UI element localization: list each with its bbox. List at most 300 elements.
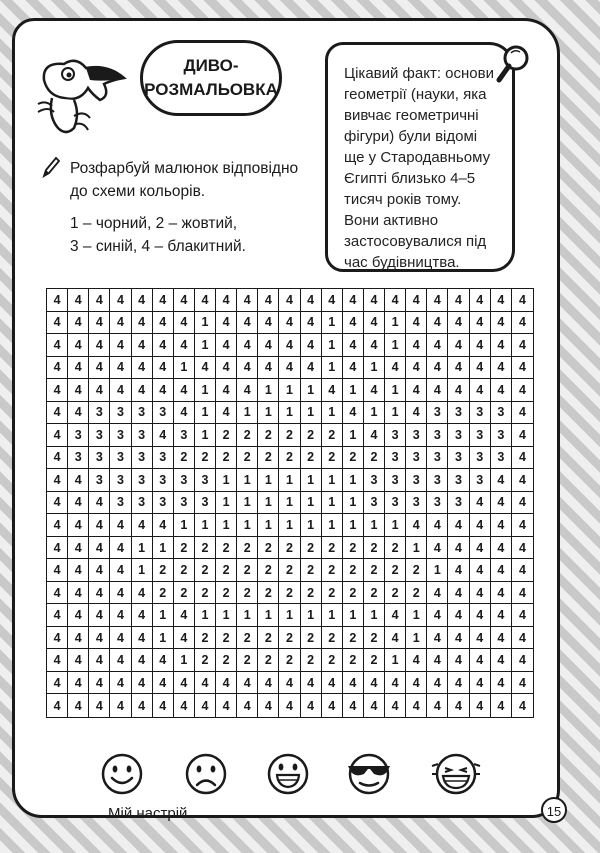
grid-cell: 2	[258, 627, 279, 650]
grid-cell: 4	[512, 402, 533, 425]
grid-cell: 2	[301, 582, 322, 605]
grid-cell: 4	[491, 694, 512, 717]
grid-cell: 4	[491, 649, 512, 672]
grid-cell: 4	[512, 289, 533, 312]
grid-cell: 1	[153, 604, 174, 627]
grid-cell: 1	[153, 627, 174, 650]
grid-cell: 4	[385, 289, 406, 312]
grid-cell: 4	[153, 312, 174, 335]
grid-cell: 4	[258, 694, 279, 717]
grid-cell: 2	[216, 424, 237, 447]
grid-cell: 3	[406, 447, 427, 470]
grid-cell: 4	[237, 379, 258, 402]
grid-cell: 4	[322, 694, 343, 717]
grid-cell: 4	[470, 672, 491, 695]
grid-cell: 2	[237, 447, 258, 470]
grid-cell: 3	[427, 469, 448, 492]
grid-cell: 4	[385, 627, 406, 650]
grid-cell: 2	[258, 649, 279, 672]
mood-label: Мій настрій	[108, 805, 188, 822]
grid-cell: 4	[406, 379, 427, 402]
laughing-face-icon[interactable]	[430, 752, 482, 796]
grid-cell: 4	[385, 694, 406, 717]
grid-cell: 3	[385, 492, 406, 515]
grid-cell: 3	[448, 447, 469, 470]
grid-cell: 4	[491, 357, 512, 380]
grid-cell: 4	[47, 402, 68, 425]
grid-cell: 2	[174, 537, 195, 560]
grid-cell: 3	[89, 469, 110, 492]
grid-cell: 4	[89, 379, 110, 402]
grid-cell: 4	[448, 604, 469, 627]
grid-cell: 3	[406, 469, 427, 492]
grid-cell: 4	[491, 492, 512, 515]
grid-cell: 4	[68, 582, 89, 605]
grid-cell: 4	[47, 379, 68, 402]
grid-cell: 4	[491, 627, 512, 650]
grid-cell: 1	[195, 402, 216, 425]
grid-cell: 4	[132, 694, 153, 717]
grid-cell: 2	[364, 627, 385, 650]
grid-cell: 4	[68, 492, 89, 515]
grid-cell: 1	[174, 649, 195, 672]
grin-icon[interactable]	[266, 752, 310, 796]
grid-cell: 2	[301, 447, 322, 470]
grid-cell: 2	[343, 649, 364, 672]
grid-cell: 2	[364, 649, 385, 672]
grid-cell: 4	[406, 357, 427, 380]
grid-cell: 4	[448, 559, 469, 582]
grid-cell: 4	[448, 582, 469, 605]
grid-cell: 4	[448, 694, 469, 717]
grid-cell: 4	[132, 379, 153, 402]
grid-cell: 4	[110, 312, 131, 335]
grid-cell: 2	[237, 537, 258, 560]
grid-cell: 3	[364, 469, 385, 492]
grid-cell: 3	[153, 492, 174, 515]
grid-cell: 4	[237, 312, 258, 335]
grid-cell: 4	[448, 289, 469, 312]
grid-cell: 4	[448, 627, 469, 650]
grid-cell: 2	[322, 582, 343, 605]
grid-cell: 1	[364, 604, 385, 627]
grid-cell: 2	[237, 559, 258, 582]
grid-cell: 1	[406, 537, 427, 560]
smile-icon[interactable]	[100, 752, 144, 796]
grid-cell: 4	[470, 604, 491, 627]
grid-cell: 3	[385, 447, 406, 470]
grid-cell: 4	[47, 514, 68, 537]
grid-cell: 4	[301, 357, 322, 380]
toucan-mascot-icon	[34, 50, 130, 140]
grid-cell: 4	[174, 627, 195, 650]
grid-cell: 4	[216, 379, 237, 402]
grid-cell: 4	[364, 289, 385, 312]
grid-cell: 4	[491, 514, 512, 537]
instruction-text: Розфарбуй малюнок відповідно до схеми кольорів.	[70, 160, 299, 200]
grid-cell: 1	[237, 492, 258, 515]
grid-cell: 3	[195, 492, 216, 515]
grid-cell: 1	[195, 334, 216, 357]
grid-cell: 4	[427, 604, 448, 627]
grid-cell: 3	[153, 469, 174, 492]
grid-cell: 4	[448, 537, 469, 560]
sunglasses-face-icon[interactable]	[344, 752, 394, 796]
grid-cell: 3	[448, 469, 469, 492]
grid-cell: 4	[47, 424, 68, 447]
grid-cell: 3	[110, 424, 131, 447]
grid-cell: 4	[427, 582, 448, 605]
fact-box	[325, 42, 515, 272]
grid-cell: 4	[47, 604, 68, 627]
grid-cell: 2	[279, 559, 300, 582]
grid-cell: 1	[364, 357, 385, 380]
grid-cell: 4	[406, 289, 427, 312]
grid-cell: 4	[448, 379, 469, 402]
grid-cell: 3	[470, 424, 491, 447]
grid-cell: 4	[216, 402, 237, 425]
grid-cell: 4	[427, 289, 448, 312]
grid-cell: 4	[110, 582, 131, 605]
grid-cell: 4	[68, 537, 89, 560]
grid-cell: 2	[216, 649, 237, 672]
grid-cell: 4	[110, 604, 131, 627]
magnifier-icon	[496, 44, 532, 84]
grid-cell: 4	[153, 357, 174, 380]
grid-cell: 2	[279, 649, 300, 672]
grid-cell: 4	[364, 694, 385, 717]
grid-cell: 4	[47, 582, 68, 605]
grid-cell: 1	[322, 334, 343, 357]
grid-cell: 1	[195, 379, 216, 402]
grid-cell: 4	[512, 492, 533, 515]
grid-cell: 4	[132, 604, 153, 627]
grid-cell: 4	[174, 604, 195, 627]
grid-cell: 4	[89, 604, 110, 627]
grid-cell: 4	[68, 627, 89, 650]
grid-cell: 1	[237, 514, 258, 537]
grid-cell: 4	[301, 672, 322, 695]
grid-cell: 1	[427, 559, 448, 582]
grid-cell: 4	[47, 469, 68, 492]
grid-cell: 1	[406, 627, 427, 650]
grid-cell: 1	[322, 402, 343, 425]
grid-cell: 4	[491, 537, 512, 560]
grid-cell: 2	[195, 649, 216, 672]
page-number: 15	[541, 797, 567, 823]
grid-cell: 1	[301, 469, 322, 492]
grid-cell: 2	[216, 627, 237, 650]
grid-cell: 1	[132, 559, 153, 582]
grid-cell: 4	[47, 357, 68, 380]
grid-cell: 4	[132, 312, 153, 335]
grid-cell: 4	[491, 334, 512, 357]
grid-cell: 4	[470, 357, 491, 380]
grid-cell: 4	[68, 379, 89, 402]
grid-cell: 4	[427, 334, 448, 357]
grid-cell: 1	[237, 604, 258, 627]
grid-cell: 1	[258, 402, 279, 425]
grid-cell: 2	[406, 582, 427, 605]
grid-cell: 2	[237, 627, 258, 650]
grid-cell: 3	[110, 447, 131, 470]
grid-cell: 1	[195, 604, 216, 627]
grid-cell: 1	[343, 469, 364, 492]
grid-cell: 1	[174, 357, 195, 380]
grid-cell: 4	[512, 537, 533, 560]
grid-cell: 4	[68, 514, 89, 537]
grid-cell: 1	[195, 424, 216, 447]
title-line-2: РОЗМАЛЬОВКА	[144, 80, 278, 99]
grid-cell: 2	[258, 537, 279, 560]
grid-cell: 4	[110, 649, 131, 672]
grid-cell: 3	[153, 402, 174, 425]
fact-text: Цікавий факт: основи геометрії (науки, яка вивчає геометричні фігури) були відомі ще у Стародавньому Єгипті близько 4–5 тисяч років тому. Вони активно застосовувалися під час будівництва.	[344, 65, 494, 271]
grid-cell: 3	[364, 492, 385, 515]
grid-cell: 4	[448, 514, 469, 537]
grid-cell: 1	[301, 379, 322, 402]
grid-cell: 4	[491, 672, 512, 695]
grid-cell: 1	[258, 469, 279, 492]
grid-cell: 2	[385, 559, 406, 582]
grid-cell: 4	[385, 672, 406, 695]
grid-cell: 4	[427, 627, 448, 650]
grid-cell: 3	[448, 402, 469, 425]
grid-cell: 4	[343, 402, 364, 425]
grid-cell: 4	[110, 672, 131, 695]
grid-cell: 4	[491, 559, 512, 582]
grid-cell: 2	[174, 559, 195, 582]
grid-cell: 2	[153, 559, 174, 582]
grid-cell: 4	[153, 672, 174, 695]
grid-cell: 4	[110, 694, 131, 717]
grid-cell: 1	[237, 469, 258, 492]
grid-cell: 4	[237, 334, 258, 357]
grid-cell: 4	[406, 649, 427, 672]
color-legend-2: 3 – синій, 4 – блакитний.	[70, 238, 246, 255]
grid-cell: 3	[132, 402, 153, 425]
grid-cell: 4	[385, 604, 406, 627]
grid-cell: 4	[470, 582, 491, 605]
grid-cell: 4	[89, 312, 110, 335]
grid-cell: 4	[427, 357, 448, 380]
grid-cell: 2	[216, 447, 237, 470]
grid-cell: 2	[364, 447, 385, 470]
grid-cell: 4	[512, 559, 533, 582]
grid-cell: 2	[279, 582, 300, 605]
grid-cell: 1	[237, 402, 258, 425]
grid-cell: 4	[110, 559, 131, 582]
grid-cell: 4	[427, 379, 448, 402]
grid-cell: 2	[343, 537, 364, 560]
grid-cell: 1	[258, 492, 279, 515]
grid-cell: 2	[301, 559, 322, 582]
grid-cell: 3	[470, 447, 491, 470]
grid-cell: 3	[110, 402, 131, 425]
grid-cell: 3	[89, 447, 110, 470]
grid-cell: 2	[301, 537, 322, 560]
grid-cell: 2	[237, 582, 258, 605]
grid-cell: 4	[512, 469, 533, 492]
grid-cell: 4	[47, 627, 68, 650]
grid-cell: 1	[343, 379, 364, 402]
grid-cell: 1	[301, 402, 322, 425]
grid-cell: 4	[216, 357, 237, 380]
grid-cell: 4	[343, 694, 364, 717]
grid-cell: 4	[364, 312, 385, 335]
grid-cell: 4	[216, 312, 237, 335]
grid-cell: 2	[258, 559, 279, 582]
grid-cell: 3	[68, 447, 89, 470]
grid-cell: 1	[322, 312, 343, 335]
grid-cell: 2	[343, 447, 364, 470]
grid-cell: 4	[406, 312, 427, 335]
grid-cell: 4	[406, 514, 427, 537]
grid-cell: 1	[301, 492, 322, 515]
grid-cell: 1	[279, 492, 300, 515]
grid-cell: 4	[237, 289, 258, 312]
grid-cell: 3	[195, 469, 216, 492]
grid-cell: 4	[47, 312, 68, 335]
grid-cell: 4	[427, 312, 448, 335]
grid-cell: 3	[174, 469, 195, 492]
grid-cell: 4	[68, 694, 89, 717]
grid-cell: 4	[279, 334, 300, 357]
grid-cell: 4	[322, 672, 343, 695]
color-legend-1: 1 – чорний, 2 – жовтий,	[70, 215, 238, 232]
grid-cell: 4	[132, 357, 153, 380]
grid-cell: 1	[322, 492, 343, 515]
grid-cell: 4	[448, 672, 469, 695]
grid-cell: 1	[279, 469, 300, 492]
grid-cell: 3	[427, 492, 448, 515]
grid-cell: 4	[237, 694, 258, 717]
grid-cell: 2	[237, 424, 258, 447]
grid-cell: 4	[406, 694, 427, 717]
grid-cell: 4	[153, 649, 174, 672]
grid-cell: 4	[258, 672, 279, 695]
grid-cell: 4	[153, 334, 174, 357]
grid-cell: 4	[216, 694, 237, 717]
grid-cell: 2	[195, 582, 216, 605]
grid-cell: 2	[343, 582, 364, 605]
grid-cell: 2	[195, 627, 216, 650]
grid-cell: 2	[322, 447, 343, 470]
grid-cell: 4	[470, 514, 491, 537]
grid-cell: 4	[448, 334, 469, 357]
grid-cell: 4	[512, 672, 533, 695]
grid-cell: 2	[258, 447, 279, 470]
grid-cell: 4	[47, 559, 68, 582]
grid-cell: 4	[406, 402, 427, 425]
grid-cell: 3	[427, 447, 448, 470]
grid-cell: 4	[512, 334, 533, 357]
grid-cell: 2	[279, 537, 300, 560]
grid-cell: 1	[343, 492, 364, 515]
grid-cell: 2	[279, 424, 300, 447]
grid-cell: 4	[512, 424, 533, 447]
grid-cell: 4	[47, 492, 68, 515]
grid-cell: 2	[364, 559, 385, 582]
grid-cell: 3	[110, 469, 131, 492]
grid-cell: 4	[216, 672, 237, 695]
grid-cell: 3	[406, 424, 427, 447]
grid-cell: 2	[279, 447, 300, 470]
grid-cell: 1	[385, 649, 406, 672]
grid-cell: 4	[512, 447, 533, 470]
grid-cell: 1	[216, 469, 237, 492]
grid-cell: 1	[385, 379, 406, 402]
grid-cell: 1	[364, 402, 385, 425]
grid-cell: 4	[470, 627, 491, 650]
grid-cell: 4	[470, 379, 491, 402]
grid-cell: 4	[68, 604, 89, 627]
grid-cell: 4	[470, 289, 491, 312]
grid-cell: 1	[195, 514, 216, 537]
grid-cell: 4	[279, 289, 300, 312]
grid-cell: 4	[174, 402, 195, 425]
grid-cell: 4	[512, 627, 533, 650]
grid-cell: 4	[491, 289, 512, 312]
grid-cell: 4	[512, 514, 533, 537]
grid-cell: 4	[258, 289, 279, 312]
grid-cell: 4	[174, 694, 195, 717]
grid-cell: 4	[322, 289, 343, 312]
sad-face-icon[interactable]	[184, 752, 228, 796]
grid-cell: 4	[110, 334, 131, 357]
grid-cell: 1	[279, 514, 300, 537]
grid-cell: 2	[385, 537, 406, 560]
grid-cell: 4	[153, 514, 174, 537]
grid-cell: 4	[68, 334, 89, 357]
title-line-1: ДИВО-	[183, 56, 239, 75]
grid-cell: 4	[406, 334, 427, 357]
grid-cell: 1	[216, 492, 237, 515]
grid-cell: 4	[132, 289, 153, 312]
grid-cell: 1	[322, 357, 343, 380]
grid-cell: 2	[322, 627, 343, 650]
grid-cell: 4	[427, 537, 448, 560]
grid-cell: 4	[47, 334, 68, 357]
grid-cell: 4	[153, 379, 174, 402]
grid-cell: 4	[195, 672, 216, 695]
grid-cell: 4	[518, 698, 526, 713]
grid-cell: 3	[491, 424, 512, 447]
grid-cell: 2	[364, 537, 385, 560]
grid-cell: 4	[132, 672, 153, 695]
grid-cell: 3	[427, 402, 448, 425]
grid-cell: 4	[491, 582, 512, 605]
grid-cell: 1	[322, 604, 343, 627]
grid-cell: 4	[512, 649, 533, 672]
grid-cell: 4	[153, 289, 174, 312]
grid-cell: 3	[406, 492, 427, 515]
grid-cell: 2	[301, 627, 322, 650]
grid-cell: 1	[385, 402, 406, 425]
grid-cell: 2	[385, 582, 406, 605]
grid-cell: 2	[216, 559, 237, 582]
grid-cell: 4	[89, 694, 110, 717]
grid-cell: 2	[195, 537, 216, 560]
grid-cell: 3	[153, 447, 174, 470]
grid-cell: 4	[301, 289, 322, 312]
grid-cell: 4	[491, 379, 512, 402]
grid-cell: 4	[512, 379, 533, 402]
grid-cell: 4	[68, 402, 89, 425]
grid-cell: 4	[301, 312, 322, 335]
grid-cell: 4	[322, 379, 343, 402]
grid-cell: 4	[89, 649, 110, 672]
